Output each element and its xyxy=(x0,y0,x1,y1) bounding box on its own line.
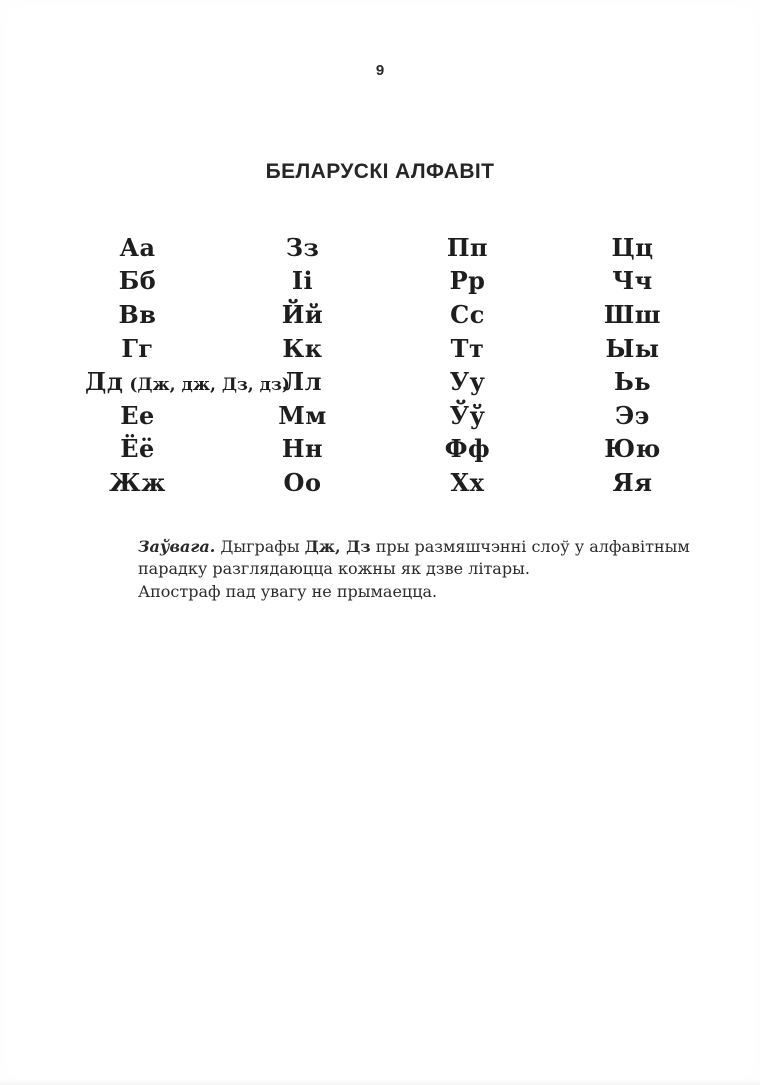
letter-pair: Ээ xyxy=(615,400,650,430)
letter-pair: Ўў xyxy=(449,400,486,430)
letter-pair: Сс xyxy=(450,299,485,329)
letter-pair: Рр xyxy=(449,266,486,296)
page-title: БЕЛАРУСКІ АЛФАВІТ xyxy=(265,160,495,183)
note-line-2: парадку разглядаюцца кожны як дзве літары. xyxy=(138,559,530,579)
letter-pair: Ее xyxy=(120,400,155,430)
page-bottom-shadow xyxy=(0,1079,760,1085)
letter-pair: Ьь xyxy=(613,367,652,397)
note-text: пры размяшчэнні слоў у алфавітным xyxy=(375,537,690,556)
letter-pair: Юю xyxy=(604,434,661,464)
letter-pair-dd xyxy=(85,367,290,397)
letter-pair: Тт xyxy=(450,333,485,363)
letter-pair: Нн xyxy=(281,434,324,464)
letter-pair: Хх xyxy=(450,467,485,497)
letter-pair: Пп xyxy=(446,232,489,262)
letter-pair: Аа xyxy=(119,232,156,262)
letter-pair: Яя xyxy=(612,467,653,497)
letter-pair: Ыы xyxy=(605,333,660,363)
note-text: Дыграфы xyxy=(220,537,300,556)
letter-pair: Кк xyxy=(282,333,323,363)
letter-pair: Шш xyxy=(603,299,662,329)
page-number: 9 xyxy=(375,62,385,79)
letter-pair: Зз xyxy=(285,232,320,262)
alphabet-table xyxy=(55,231,715,500)
letter-pair: Йй xyxy=(281,299,324,329)
letter-pair: Іі xyxy=(291,266,314,296)
letter-pair: Жж xyxy=(109,467,166,497)
letter-pair: Фф xyxy=(444,434,491,464)
letter-pair: Бб xyxy=(118,266,157,296)
note-line-3: Апостраф пад увагу не прымаецца. xyxy=(138,581,438,601)
letter-pair: Гг xyxy=(121,333,154,363)
note-label: Заўвага. xyxy=(138,537,216,556)
letter-pair: Цц xyxy=(611,232,654,262)
letter-pair: Вв xyxy=(118,299,157,329)
letter-pair: Оо xyxy=(283,467,322,497)
letter-pair: Дд xyxy=(85,367,124,397)
note-line-1 xyxy=(138,536,690,558)
note-block xyxy=(138,536,690,603)
letter-pair: Ёё xyxy=(120,434,155,464)
digraph-annotation: (Дж, дж, Дз, дз) xyxy=(129,375,290,396)
letter-pair: Лл xyxy=(282,367,323,397)
letter-pair: Мм xyxy=(278,400,327,430)
letter-pair: Уу xyxy=(449,367,486,397)
letter-pair: Чч xyxy=(612,266,653,296)
note-digraphs-bold: Дж, Дз xyxy=(304,537,371,556)
